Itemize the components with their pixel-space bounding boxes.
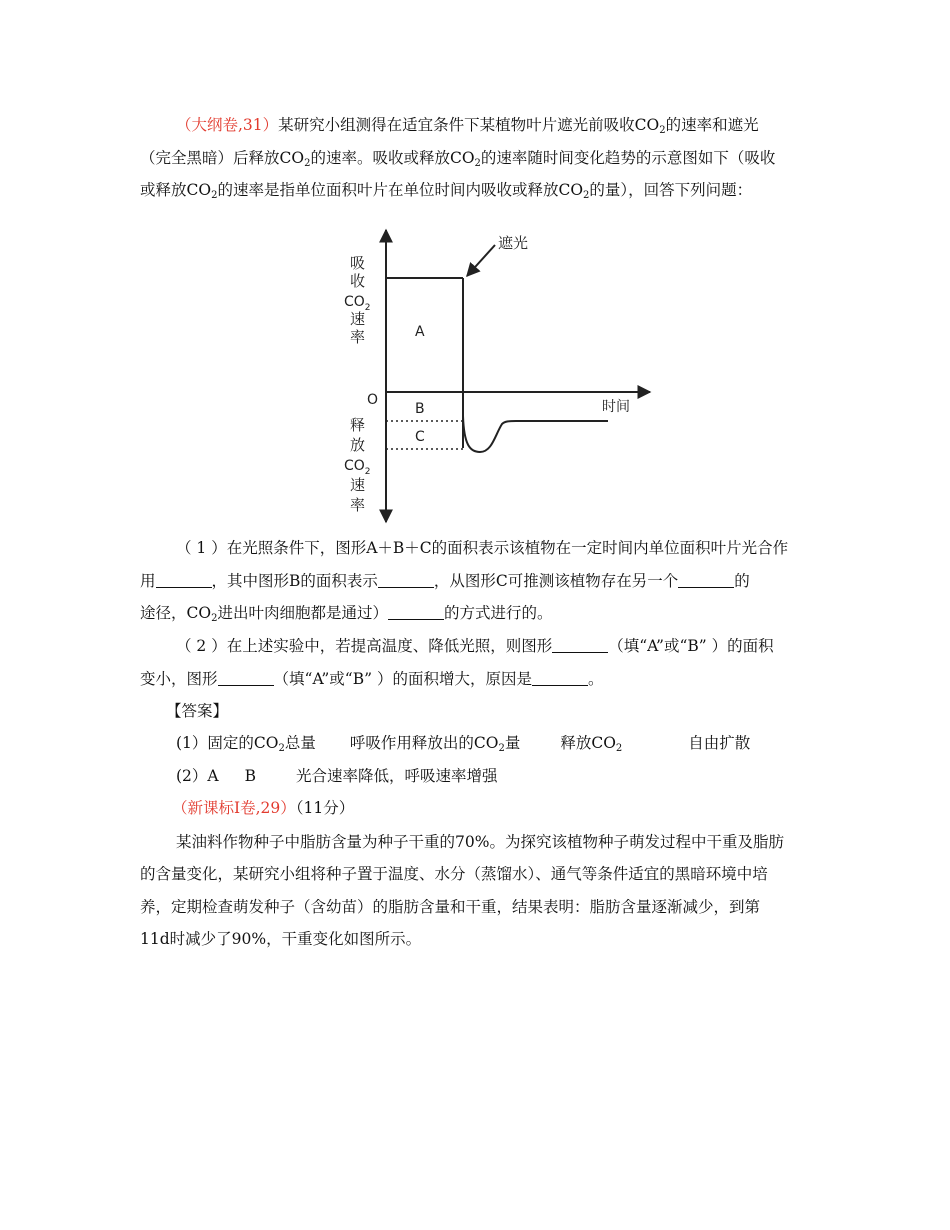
part1-text-2a: 用 (140, 572, 156, 590)
subscript: 2 (498, 743, 505, 754)
part2-text-2b: （填“A”或“B” ）的面积增大，原因是 (273, 670, 532, 688)
q1-intro-2a: （完全黑暗）后释放CO (140, 149, 305, 167)
part1-text-3c: 的方式进行的。 (443, 604, 553, 622)
part1-text-1: （ 1 ）在光照条件下，图形A＋B＋C的面积表示该植物在一定时间内单位面积叶片光合作 (176, 539, 789, 557)
q1-intro-1-tail: 的速率和遮光 (665, 116, 759, 134)
answer-blank[interactable] (678, 573, 734, 588)
answer-2-b: B (244, 767, 256, 785)
q2-points: （11分） (295, 799, 355, 817)
part1-line-2 (140, 571, 750, 591)
y-upper-label-2: 收 (350, 272, 366, 290)
q2-para-3: 养，定期检查萌发种子（含幼苗）的脂肪含量和干重，结果表明：脂肪含量逐渐减少，到第 (140, 898, 761, 916)
q1-intro-3c: 的量），回答下列问题： (589, 181, 753, 199)
part1-text-2b: ，其中图形B的面积表示 (211, 572, 378, 590)
y-lower-label-2: 放 (350, 436, 366, 454)
q1-intro-1: 某研究小组测得在适宜条件下某植物叶片遮光前吸收CO (278, 116, 660, 134)
answer-blank[interactable] (532, 671, 588, 686)
answer-1-item-4: 自由扩散 (688, 734, 751, 752)
q2-header (172, 798, 354, 818)
y-upper-label-5: 率 (350, 328, 366, 346)
answer-blank[interactable] (552, 638, 608, 653)
q1-intro-2b: 的速率。吸收或释放CO (310, 149, 475, 167)
subscript: 2 (211, 613, 218, 624)
answer-blank[interactable] (378, 573, 434, 588)
answer-1-item-1-tail: 总量 (284, 734, 316, 752)
region-c-label: C (415, 429, 425, 445)
y-upper-label-4: 速 (350, 310, 366, 328)
answer-2-reason: 光合速率降低，呼吸速率增强 (296, 767, 498, 785)
release-rate-curve (463, 416, 608, 452)
part1-text-3a: 途径，CO (140, 604, 212, 622)
subscript: 2 (615, 743, 623, 754)
subscript: 2 (583, 190, 590, 201)
answer-2-a: (2）A (176, 767, 219, 785)
co2-sub: 2 (364, 303, 371, 313)
q2-source: （新课标Ⅰ卷,29） (172, 799, 296, 817)
answer-1-item-2-tail: 量 (504, 734, 521, 752)
subscript: 2 (211, 190, 218, 201)
answer-blank[interactable] (388, 605, 444, 620)
co2-sub: 2 (364, 467, 371, 477)
answer-1-item-1: (1）固定的CO (176, 734, 279, 752)
q2-para-1: 某油料作物种子中脂肪含量为种子干重的70%。为探究该植物种子萌发过程中干重及脂肪 (176, 833, 784, 851)
q1-line-3 (140, 180, 752, 206)
q1-intro-2c: 的速率随时间变化趋势的示意图如下（吸收 (480, 149, 776, 167)
q2-para-4: 11d时减少了90%，干重变化如图所示。 (140, 930, 422, 948)
part1-text-3b: 进出叶肉细胞都是通过） (217, 604, 388, 622)
y-lower-label-4: 速 (350, 476, 366, 494)
subscript: 2 (304, 158, 311, 169)
region-b-label: B (415, 401, 425, 417)
y-upper-label-1: 吸 (350, 254, 366, 272)
answer-line-1 (176, 733, 750, 759)
q2-para-2: 的含量变化，某研究小组将种子置于温度、水分（蒸馏水）、通气等条件适宜的黑暗环境中培 (140, 865, 768, 883)
answer-heading: 【答案】 (166, 702, 229, 720)
part2-text-1b: （填“A”或“B” ）的面积 (608, 637, 774, 655)
y-lower-label-1: 释 (350, 416, 366, 434)
answer-1-item-3: 释放CO (560, 734, 616, 752)
part1-line-1 (176, 538, 788, 558)
x-axis-label: 时间 (602, 399, 630, 415)
co2-rate-diagram (330, 220, 660, 530)
part2-line-2 (140, 669, 603, 689)
q1-intro-3a: 或释放CO (140, 181, 212, 199)
co2-text: CO (344, 294, 365, 310)
part2-text-2c: 。 (587, 670, 604, 688)
answer-1-item-2: 呼吸作用释放出的CO (349, 734, 499, 752)
answer-line-2 (176, 766, 498, 786)
subscript: 2 (474, 158, 481, 169)
part2-text-2a: 变小，图形 (140, 670, 218, 688)
part2-text-1a: （ 2 ）在上述实验中，若提高温度、降低光照，则图形 (176, 637, 553, 655)
part1-text-2d: 的 (734, 572, 750, 590)
y-lower-label-5: 率 (350, 496, 366, 514)
co2-text: CO (344, 458, 365, 474)
subscript: 2 (659, 125, 666, 136)
q1-intro-3b: 的速率是指单位面积叶片在单位时间内吸收或释放CO (217, 181, 584, 199)
part1-line-3 (140, 603, 552, 629)
q1-line-1 (176, 115, 759, 141)
subscript: 2 (278, 743, 285, 754)
shading-arrow (467, 245, 495, 276)
region-a-label: A (415, 324, 425, 340)
answer-blank[interactable] (218, 671, 274, 686)
y-lower-label-3 (344, 458, 371, 477)
shading-label: 遮光 (498, 234, 529, 252)
part2-line-1 (176, 636, 774, 656)
q1-source: （大纲卷,31） (176, 116, 279, 134)
q1-line-2 (140, 148, 775, 174)
answer-blank[interactable] (156, 573, 212, 588)
part1-text-2c: ，从图形C可推测该植物存在另一个 (433, 572, 679, 590)
origin-label: O (367, 392, 379, 408)
